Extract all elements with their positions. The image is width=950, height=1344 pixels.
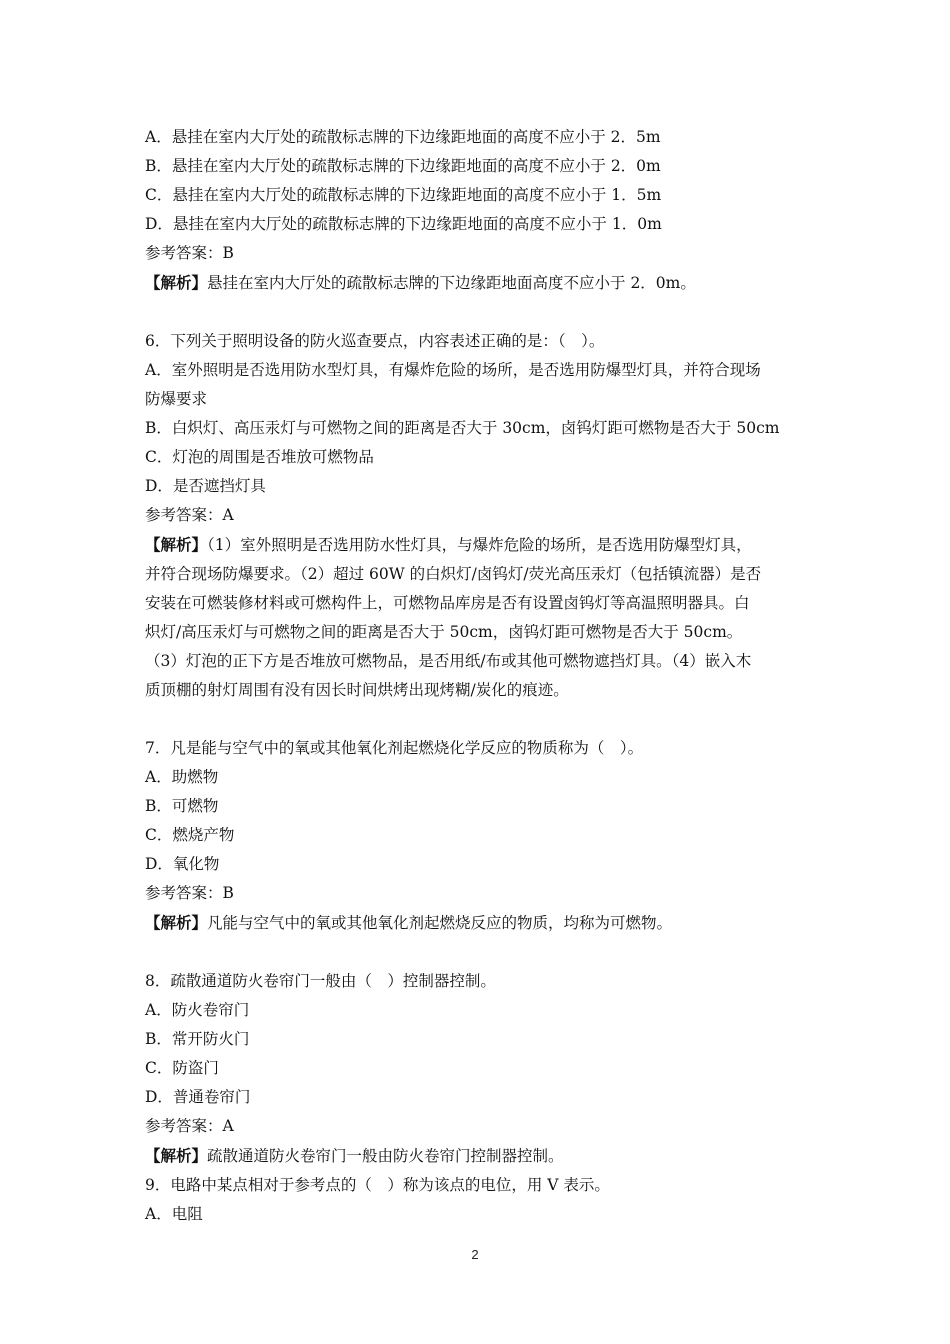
- q5-explanation: [145, 268, 810, 298]
- q6-explanation-line1: [145, 530, 810, 560]
- spacer: [145, 705, 810, 734]
- q6-explanation-line2: 并符合现场防爆要求。（2）超过 60W 的白炽灯/卤钨灯/荧光高压汞灯（包括镇流器）是否: [145, 565, 762, 583]
- q5-option-d: D．悬挂在室内大厅处的疏散标志牌的下边缘距地面的高度不应小于 1．0m: [145, 215, 662, 233]
- q8-explanation: [145, 1141, 810, 1171]
- q5-option-c: C．悬挂在室内大厅处的疏散标志牌的下边缘距地面的高度不应小于 1．5m: [145, 186, 662, 204]
- spacer: [145, 298, 810, 327]
- q6-explanation-line4: 炽灯/高压汞灯与可燃物之间的距离是否大于 50cm，卤钨灯距可燃物是否大于 50cm。: [145, 623, 743, 641]
- q7-option-d: D．氧化物: [145, 855, 220, 873]
- explanation-tag: 【解析】: [145, 1146, 208, 1165]
- q6-option-d: D．是否遮挡灯具: [145, 477, 266, 495]
- explanation-tag: 【解析】: [145, 535, 208, 554]
- spacer: [145, 938, 810, 967]
- q6-option-a-line1: A．室外照明是否选用防水型灯具，有爆炸危险的场所，是否选用防爆型灯具，并符合现场: [145, 361, 761, 379]
- q5-option-a: A．悬挂在室内大厅处的疏散标志牌的下边缘距地面的高度不应小于 2．5m: [145, 128, 661, 146]
- q7-answer: 参考答案：B: [145, 884, 234, 902]
- explanation-tag: 【解析】: [145, 273, 208, 292]
- q6-explanation-line3: 安装在可燃装修材料或可燃构件上，可燃物品库房是否有设置卤钨灯等高温照明器具。白: [145, 594, 750, 612]
- q6-explanation-line6: 质顶棚的射灯周围有没有因长时间烘烤出现烤糊/炭化的痕迹。: [145, 681, 569, 699]
- q9-question: 9．电路中某点相对于参考点的（ ）称为该点的电位，用 V 表示。: [145, 1176, 610, 1194]
- q8-option-d: D．普通卷帘门: [145, 1088, 251, 1106]
- q8-option-c: C．防盗门: [145, 1059, 219, 1077]
- q6-explanation-text-1: （1）室外照明是否选用防水性灯具，与爆炸危险的场所，是否选用防爆型灯具，: [207, 536, 752, 554]
- q8-option-b: B．常开防火门: [145, 1030, 250, 1048]
- q9-option-a: A．电阻: [145, 1205, 203, 1223]
- q7-option-b: B．可燃物: [145, 797, 219, 815]
- q6-question: 6．下列关于照明设备的防火巡查要点，内容表述正确的是：（ ）。: [145, 332, 605, 350]
- q7-explanation-text: 凡能与空气中的氧或其他氧化剂起燃烧反应的物质，均称为可燃物。: [207, 914, 673, 932]
- explanation-tag: 【解析】: [145, 913, 208, 932]
- q7-option-c: C．燃烧产物: [145, 826, 235, 844]
- page-number: 2: [471, 1247, 479, 1262]
- q6-option-c: C．灯泡的周围是否堆放可燃物品: [145, 448, 374, 466]
- q6-explanation-line5: （3）灯泡的正下方是否堆放可燃物品，是否用纸/布或其他可燃物遮挡灯具。（4）嵌入木: [145, 652, 752, 670]
- q8-option-a: A．防火卷帘门: [145, 1001, 250, 1019]
- page-content: [145, 123, 810, 1229]
- q8-answer: 参考答案：A: [145, 1117, 234, 1135]
- q7-explanation: [145, 908, 810, 938]
- q8-explanation-text: 疏散通道防火卷帘门一般由防火卷帘门控制器控制。: [207, 1147, 564, 1165]
- q6-option-a-line2: 防爆要求: [145, 390, 208, 408]
- q5-explanation-text: 悬挂在室内大厅处的疏散标志牌的下边缘距地面高度不应小于 2．0m。: [207, 274, 696, 292]
- q6-option-b: B．白炽灯、高压汞灯与可燃物之间的距离是否大于 30cm，卤钨灯距可燃物是否大于 50cm: [145, 419, 780, 437]
- q5-answer: 参考答案：B: [145, 244, 234, 262]
- q8-question: 8．疏散通道防火卷帘门一般由（ ）控制器控制。: [145, 972, 496, 990]
- q7-question: 7．凡是能与空气中的氧或其他氧化剂起燃烧化学反应的物质称为（ ）。: [145, 739, 644, 757]
- q5-option-b: B．悬挂在室内大厅处的疏散标志牌的下边缘距地面的高度不应小于 2．0m: [145, 157, 661, 175]
- q6-answer: 参考答案：A: [145, 506, 234, 524]
- q7-option-a: A．助燃物: [145, 768, 219, 786]
